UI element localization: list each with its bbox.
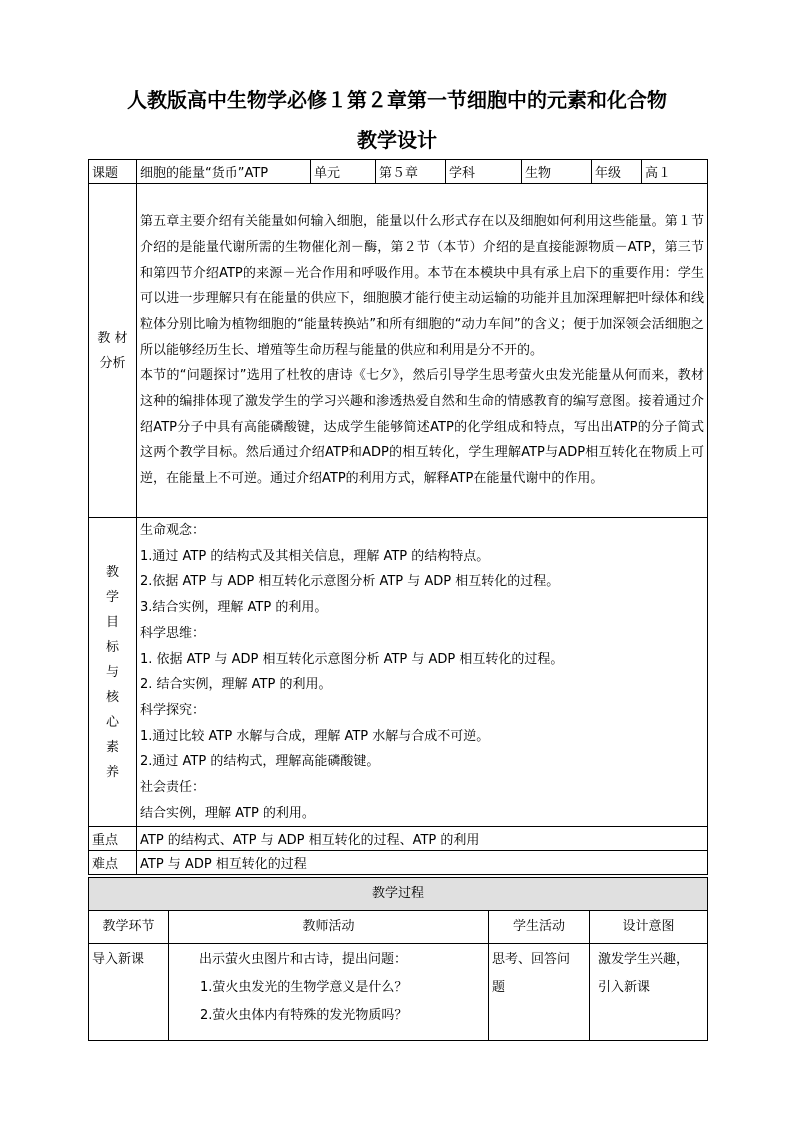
- goal-line: 2. 结合实例，理解 ATP 的利用。: [140, 677, 332, 693]
- goal-line: 2.依据 ATP 与 ADP 相互转化示意图分析 ATP 与 ADP 相互转化的过程。: [140, 574, 560, 590]
- student-cell: 思考、回答问 题: [489, 944, 590, 1041]
- info-row: [89, 160, 708, 184]
- intent-cell: 激发学生兴趣， 引入新课: [590, 944, 708, 1041]
- header-stage: 教学环节: [89, 911, 169, 944]
- goal-line: 1.通过 ATP 的结构式及其相关信息，理解 ATP 的结构特点。: [140, 548, 490, 564]
- key-point-row: [89, 827, 708, 851]
- lesson-info-table: [88, 159, 708, 875]
- key-point-label: 重点: [89, 827, 137, 851]
- header-student: 学生活动: [489, 911, 590, 944]
- analysis-paragraph-1: 第五章主要介绍有关能量如何输入细胞，能量以什么形式存在以及细胞如何利用这些能量。第１节介绍的是能量代谢所需的生物催化剂－酶，第２节（本节）介绍的是直接能源物质－ATP，第三节和第四节介绍ATP的来源－光合作用和呼吸作用。本节在本模块中具有承上启下的重要作用：学生可以进一步理解只有在能量的供应下，细胞膜才能行使主动运输的功能并且加深理解把叶绿体和线粒体分别比喻为植物细胞的“能量转换站”和所有细胞的“动力车间”的含义；便于加深领会活细胞之所以能够经历生长、增殖等生命历程与能量的供应和利用是分不开的。: [140, 214, 704, 358]
- goals-label: 教 学 目 标 与 核 心 素 养: [89, 518, 137, 827]
- goal-line: 1. 依据 ATP 与 ADP 相互转化示意图分析 ATP 与 ADP 相互转化的过程。: [140, 651, 564, 667]
- goal-line: 科学思维：: [140, 625, 206, 641]
- document-subtitle: 教学设计: [357, 128, 437, 152]
- goal-line: 社会责任：: [140, 780, 206, 796]
- goal-line: 3.结合实例，理解 ATP 的利用。: [140, 600, 328, 616]
- goal-line: 科学探究：: [140, 702, 206, 718]
- teacher-line: 出示萤火虫图片和古诗，提出问题：: [199, 952, 408, 967]
- analysis-row: [89, 184, 708, 518]
- topic-label: 课题: [89, 160, 137, 184]
- difficulty-row: [89, 851, 708, 875]
- header-teacher: 教师活动: [169, 911, 489, 944]
- grade-value: 高１: [642, 160, 708, 184]
- difficulty-label: 难点: [89, 851, 137, 875]
- unit-value: 第５章: [376, 160, 446, 184]
- topic-value: 细胞的能量“货币”ATP: [137, 160, 311, 184]
- teacher-cell: [169, 944, 489, 1041]
- teacher-line: 2.萤火虫体内有特殊的发光物质吗？: [200, 1008, 408, 1023]
- process-row: [89, 944, 708, 1041]
- difficulty-value: ATP 与 ADP 相互转化的过程: [137, 851, 708, 875]
- process-header-row: [89, 911, 708, 944]
- goal-line: 生命观念：: [140, 523, 206, 538]
- analysis-label: 教 材 分析: [89, 184, 137, 518]
- goal-line: 结合实例，理解 ATP 的利用。: [140, 805, 315, 821]
- key-point-value: ATP 的结构式、ATP 与 ADP 相互转化的过程、ATP 的利用: [137, 827, 708, 851]
- goal-line: 1.通过比较 ATP 水解与合成，理解 ATP 水解与合成不可逆。: [140, 728, 490, 744]
- goals-row: [89, 518, 708, 827]
- goals-content: [137, 518, 708, 827]
- process-title: 教学过程: [89, 878, 708, 911]
- grade-label: 年级: [592, 160, 642, 184]
- goal-line: 2.通过 ATP 的结构式，理解高能磷酸键。: [140, 754, 380, 770]
- unit-label: 单元: [311, 160, 376, 184]
- document-title: 人教版高中生物学必修１第２章第一节细胞中的元素和化合物: [127, 88, 667, 112]
- teaching-process-table: [88, 877, 708, 1041]
- stage-cell: 导入新课: [89, 944, 169, 1041]
- analysis-paragraph-2: 本节的“问题探讨”选用了杜牧的唐诗《七夕》，然后引导学生思考萤火虫发光能量从何而来，教材这种的编排体现了激发学生的学习兴趣和渗透热爱自然和生命的情感教育的编写意图。接着通过介绍ATP分子中具有高能磷酸键，达成学生能够简述ATP的化学组成和特点，写出出ATP的分子简式这两个教学目标。然后通过介绍ATP和ADP的相互转化，学生理解ATP与ADP相互转化在物质上可逆，在能量上不可逆。通过介绍ATP的利用方式，解释ATP在能量代谢中的作用。: [140, 368, 704, 487]
- header-intent: 设计意图: [590, 911, 708, 944]
- subject-label: 学科: [446, 160, 522, 184]
- subject-value: 生物: [522, 160, 592, 184]
- analysis-content: [137, 184, 708, 518]
- teacher-line: 1.萤火虫发光的生物学意义是什么？: [200, 980, 408, 995]
